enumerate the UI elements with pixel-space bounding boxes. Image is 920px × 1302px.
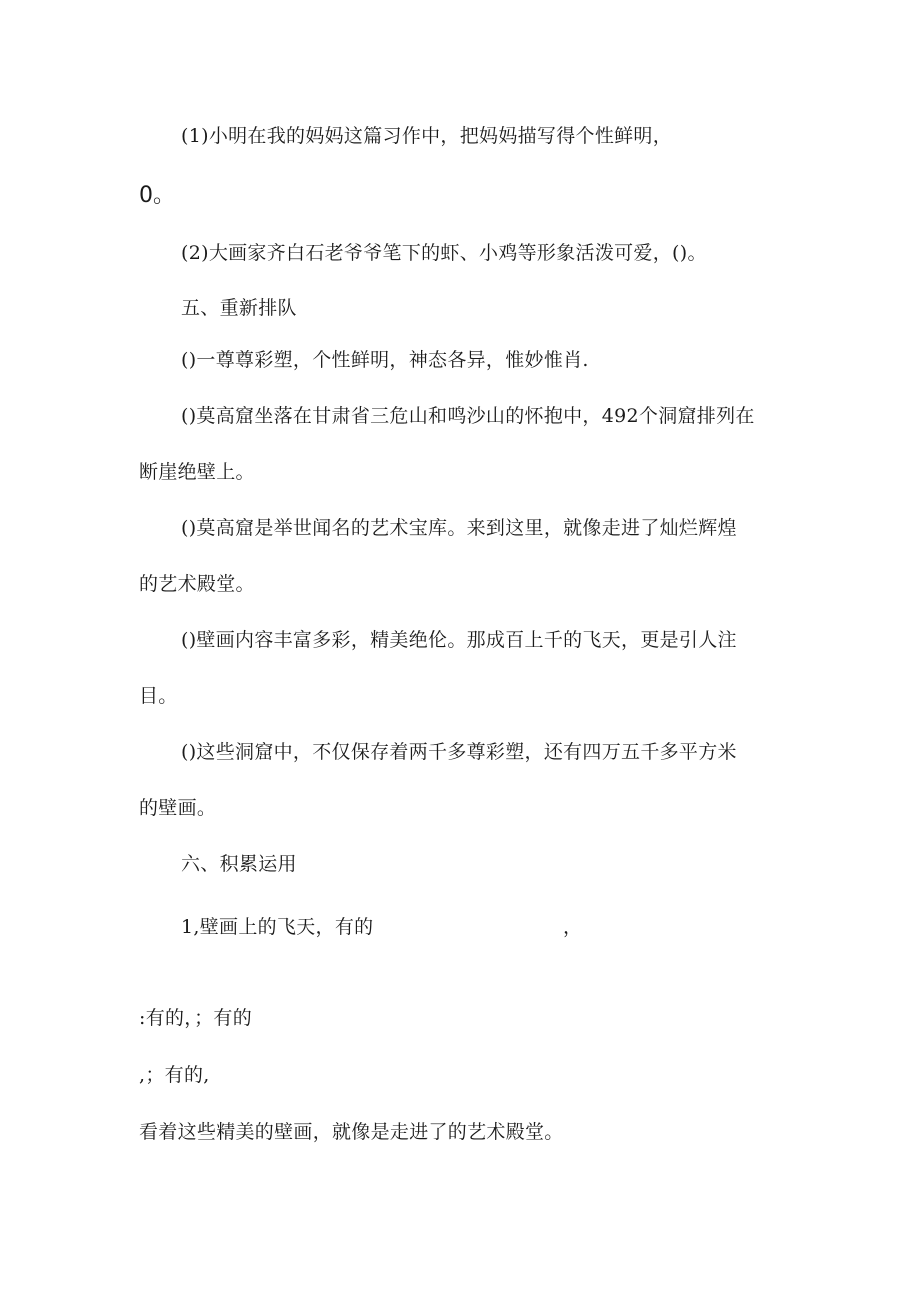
q6-line2: :有的，；有的 bbox=[139, 1007, 253, 1029]
section-six-heading: 六、积累运用 bbox=[181, 853, 297, 875]
q6-line4: 看着这些精美的壁画，就像是走进了的艺术殿堂。 bbox=[139, 1121, 564, 1143]
q6-item1-comma: ， bbox=[563, 916, 583, 938]
q4-item1-line1: (1)小明在我的妈妈这篇习作中，把妈妈描写得个性鲜明， bbox=[181, 125, 673, 147]
q4-item2: (2)大画家齐白石老爷爷笔下的虾、小鸡等形象活泼可爱，()。 bbox=[181, 242, 707, 264]
q6-line3: ,；有的, bbox=[139, 1064, 210, 1086]
q4-item1-line2: 0。 bbox=[139, 183, 175, 208]
q6-item1-start: 1,壁画上的飞天，有的 bbox=[181, 916, 374, 938]
reorder-sentence-4-line2: 目。 bbox=[139, 685, 178, 707]
reorder-sentence-5-line1: ()这些洞窟中，不仅保存着两千多尊彩塑，还有四万五千多平方米 bbox=[181, 741, 737, 763]
reorder-sentence-3-line1: ()莫高窟是举世闻名的艺术宝库。来到这里，就像走进了灿烂辉煌 bbox=[181, 517, 737, 539]
section-five-heading: 五、重新排队 bbox=[181, 297, 297, 319]
reorder-sentence-1: ()一尊尊彩塑，个性鲜明，神态各异，惟妙惟肖. bbox=[181, 349, 589, 371]
reorder-sentence-3-line2: 的艺术殿堂。 bbox=[139, 573, 255, 595]
reorder-sentence-2-line1: ()莫高窟坐落在甘肃省三危山和鸣沙山的怀抱中，492个洞窟排列在 bbox=[181, 405, 755, 427]
reorder-sentence-5-line2: 的壁画。 bbox=[139, 797, 217, 819]
reorder-sentence-2-line2: 断崖绝壁上。 bbox=[139, 461, 255, 483]
reorder-sentence-4-line1: ()壁画内容丰富多彩，精美绝伦。那成百上千的飞天，更是引人注 bbox=[181, 629, 737, 651]
